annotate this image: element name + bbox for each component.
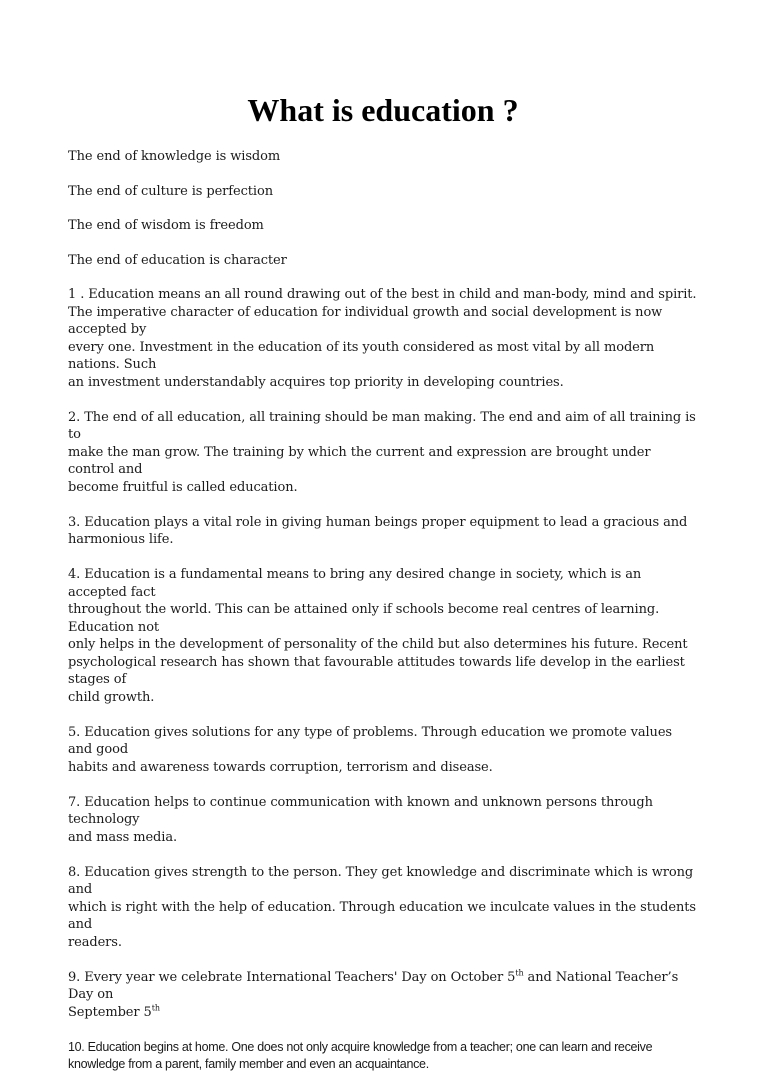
superscript: th	[151, 1003, 160, 1013]
paragraph-4	[68, 566, 698, 706]
paragraph-line: every one. Investment in the education of its youth considered as most vital by all modern nations. Such	[68, 339, 655, 372]
paragraph-line	[68, 969, 698, 1004]
paragraph-line: 3. Education plays a vital role in giving human beings proper equipment to lead a gracious and	[68, 514, 688, 530]
paragraph-line: readers.	[68, 934, 122, 950]
paragraph-line: knowledge from a parent, family member and even an acquaintance.	[68, 1056, 429, 1071]
paragraph-line: make the man grow. The training by which the current and expression are brought under control and	[68, 444, 651, 477]
paragraph-line: 5. Education gives solutions for any type of problems. Through education we promote values and good	[68, 724, 672, 757]
paragraph-line: 8. Education gives strength to the person. They get knowledge and discriminate which is wrong and	[68, 864, 694, 897]
paragraph-line: 4. Education is a fundamental means to bring any desired change in society, which is an accepted fact	[68, 567, 642, 600]
paragraph-line: 1 . Education means an all round drawing out of the best in child and man-body, mind and spirit.	[68, 287, 697, 302]
paragraph-line: 7. Education helps to continue communication with known and unknown persons through technology	[68, 794, 653, 827]
paragraph-5	[68, 724, 698, 777]
paragraph-text: September 5	[68, 1004, 152, 1020]
short-line-2: The end of culture is perfection	[68, 183, 273, 199]
short-line-4: The end of education is character	[68, 252, 287, 268]
paragraph-line: which is right with the help of education. Through education we inculcate values in the students and	[68, 899, 696, 932]
paragraph-10	[68, 1039, 698, 1073]
paragraph-line: 2. The end of all education, all training should be man making. The end and aim of all training is to	[68, 409, 696, 442]
paragraph-line: habits and awareness towards corruption, terrorism and disease.	[68, 759, 493, 775]
paragraph-line: an investment understandably acquires top priority in developing countries.	[68, 374, 564, 390]
paragraph-line: 10. Education begins at home. One does not only acquire knowledge from a teacher; one can learn and receive	[68, 1039, 653, 1054]
paragraph-9	[68, 969, 698, 1022]
paragraph-3	[68, 514, 698, 549]
paragraph-line: throughout the world. This can be attained only if schools become real centres of learning. Education not	[68, 602, 660, 635]
paragraph-line: child growth.	[68, 689, 155, 705]
superscript: th	[515, 968, 524, 978]
short-line-3: The end of wisdom is freedom	[68, 218, 264, 233]
paragraph-1	[68, 286, 698, 391]
paragraph-line: psychological research has shown that favourable attitudes towards life develop in the earliest stages of	[68, 654, 685, 687]
short-line-1: The end of knowledge is wisdom	[68, 149, 281, 164]
paragraph-line: become fruitful is called education.	[68, 479, 298, 495]
page-title: What is education ?	[247, 92, 519, 128]
paragraph-line: and mass media.	[68, 829, 178, 845]
paragraph-line: harmonious life.	[68, 532, 174, 547]
paragraph-7	[68, 794, 698, 847]
paragraph-line	[68, 1004, 698, 1022]
paragraph-text: 9. Every year we celebrate International Teachers' Day on October 5	[68, 969, 516, 985]
paragraph-text: and National Teacher’s Day on	[68, 969, 679, 1002]
paragraph-2	[68, 409, 698, 497]
paragraph-line: The imperative character of education for individual growth and social development is now accepted by	[68, 304, 663, 337]
paragraph-line: only helps in the development of personality of the child but also determines his future. Recent	[68, 637, 688, 652]
paragraph-8	[68, 864, 698, 952]
